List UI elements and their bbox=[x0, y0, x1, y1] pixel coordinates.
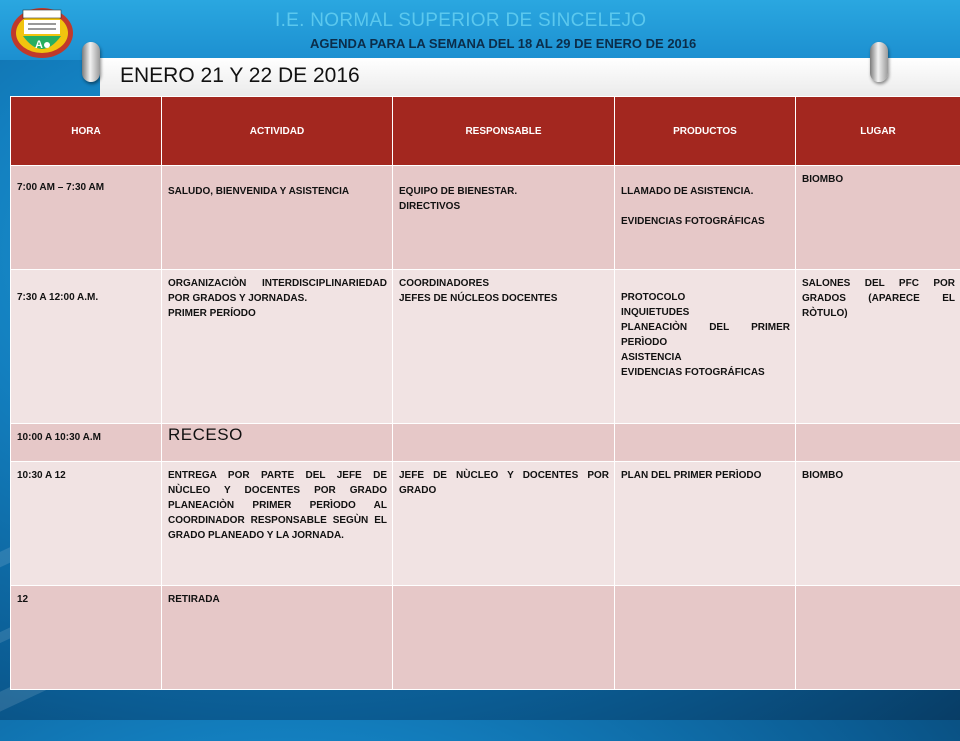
cell-productos bbox=[615, 462, 796, 586]
cell-hora: 12 bbox=[11, 586, 162, 690]
school-crest-icon bbox=[9, 4, 75, 60]
table-row bbox=[11, 586, 960, 690]
column-header-productos: PRODUCTOS bbox=[615, 97, 796, 166]
table-row bbox=[11, 166, 960, 270]
cell-responsable bbox=[393, 424, 615, 462]
cell-productos bbox=[615, 424, 796, 462]
cell-productos bbox=[615, 270, 796, 424]
cell-text: SALUDO, BIENVENIDA Y ASISTENCIA bbox=[168, 184, 387, 199]
cell-actividad bbox=[162, 166, 393, 270]
table-header-row bbox=[11, 97, 960, 166]
cell-actividad bbox=[162, 424, 393, 462]
cell-lugar bbox=[796, 424, 960, 462]
cell-lugar bbox=[796, 586, 960, 690]
table-row bbox=[11, 462, 960, 586]
cell-actividad bbox=[162, 270, 393, 424]
cell-text: SALONES DEL PFC POR GRADOS (APARECE EL RÒTULO) bbox=[802, 276, 955, 321]
cell-actividad: RETIRADA bbox=[162, 586, 393, 690]
cell-lugar bbox=[796, 270, 960, 424]
cell-text: EQUIPO DE BIENESTAR. DIRECTIVOS bbox=[399, 184, 609, 214]
table-row bbox=[11, 424, 960, 462]
cell-lugar: BIOMBO bbox=[796, 462, 960, 586]
svg-text:A: A bbox=[35, 39, 43, 51]
cell-hora: 10:00 A 10:30 A.M bbox=[11, 424, 162, 462]
column-header-hora: HORA bbox=[11, 97, 162, 166]
cell-hora: 7:30 A 12:00 A.M. bbox=[11, 270, 162, 424]
column-header-actividad: ACTIVIDAD bbox=[162, 97, 393, 166]
cell-hora: 7:00 AM – 7:30 AM bbox=[11, 166, 162, 270]
cell-text: COORDINADORES JEFES DE NÚCLEOS DOCENTES bbox=[399, 276, 609, 306]
agenda-table bbox=[10, 96, 960, 690]
cell-actividad bbox=[162, 462, 393, 586]
cell-responsable bbox=[393, 462, 615, 586]
date-heading: ENERO 21 Y 22 DE 2016 bbox=[120, 64, 360, 88]
binder-ring-icon bbox=[82, 42, 100, 82]
column-header-lugar: LUGAR bbox=[796, 97, 960, 166]
cell-text: ORGANIZACIÒN INTERDISCIPLINARIEDAD POR GRADOS Y JORNADAS. PRIMER PERÍODO bbox=[168, 276, 387, 321]
cell-text: JEFE DE NÙCLEO Y DOCENTES POR GRADO bbox=[399, 468, 609, 498]
cell-text: PROTOCOLO INQUIETUDES PLANEACIÒN DEL PRIMER PERÌODO ASISTENCIA EVIDENCIAS FOTOGRÁFICAS bbox=[621, 290, 790, 380]
cell-responsable bbox=[393, 166, 615, 270]
cell-text: PLAN DEL PRIMER PERÌODO bbox=[621, 468, 790, 483]
binder-ring-icon bbox=[870, 42, 888, 82]
cell-text: LLAMADO DE ASISTENCIA. EVIDENCIAS FOTOGRÁFICAS bbox=[621, 184, 790, 229]
agenda-subtitle: AGENDA PARA LA SEMANA DEL 18 AL 29 DE ENERO DE 2016 bbox=[310, 36, 696, 51]
table-row bbox=[11, 270, 960, 424]
cell-text: RECESO bbox=[168, 425, 243, 444]
cell-hora: 10:30 A 12 bbox=[11, 462, 162, 586]
cell-text: ENTREGA POR PARTE DEL JEFE DE NÙCLEO Y DOCENTES POR GRADO PLANEACIÒN PRIMER PERÌODO AL COORDINADOR RESPONSABLE SEGÙN EL GRADO PLANEADO Y LA JORNADA. bbox=[168, 468, 387, 543]
column-header-responsable: RESPONSABLE bbox=[393, 97, 615, 166]
cell-responsable bbox=[393, 586, 615, 690]
cell-lugar: BIOMBO bbox=[796, 166, 960, 270]
cell-responsable bbox=[393, 270, 615, 424]
cell-productos bbox=[615, 586, 796, 690]
page-title: I.E. NORMAL SUPERIOR DE SINCELEJO bbox=[275, 10, 646, 32]
cell-productos bbox=[615, 166, 796, 270]
